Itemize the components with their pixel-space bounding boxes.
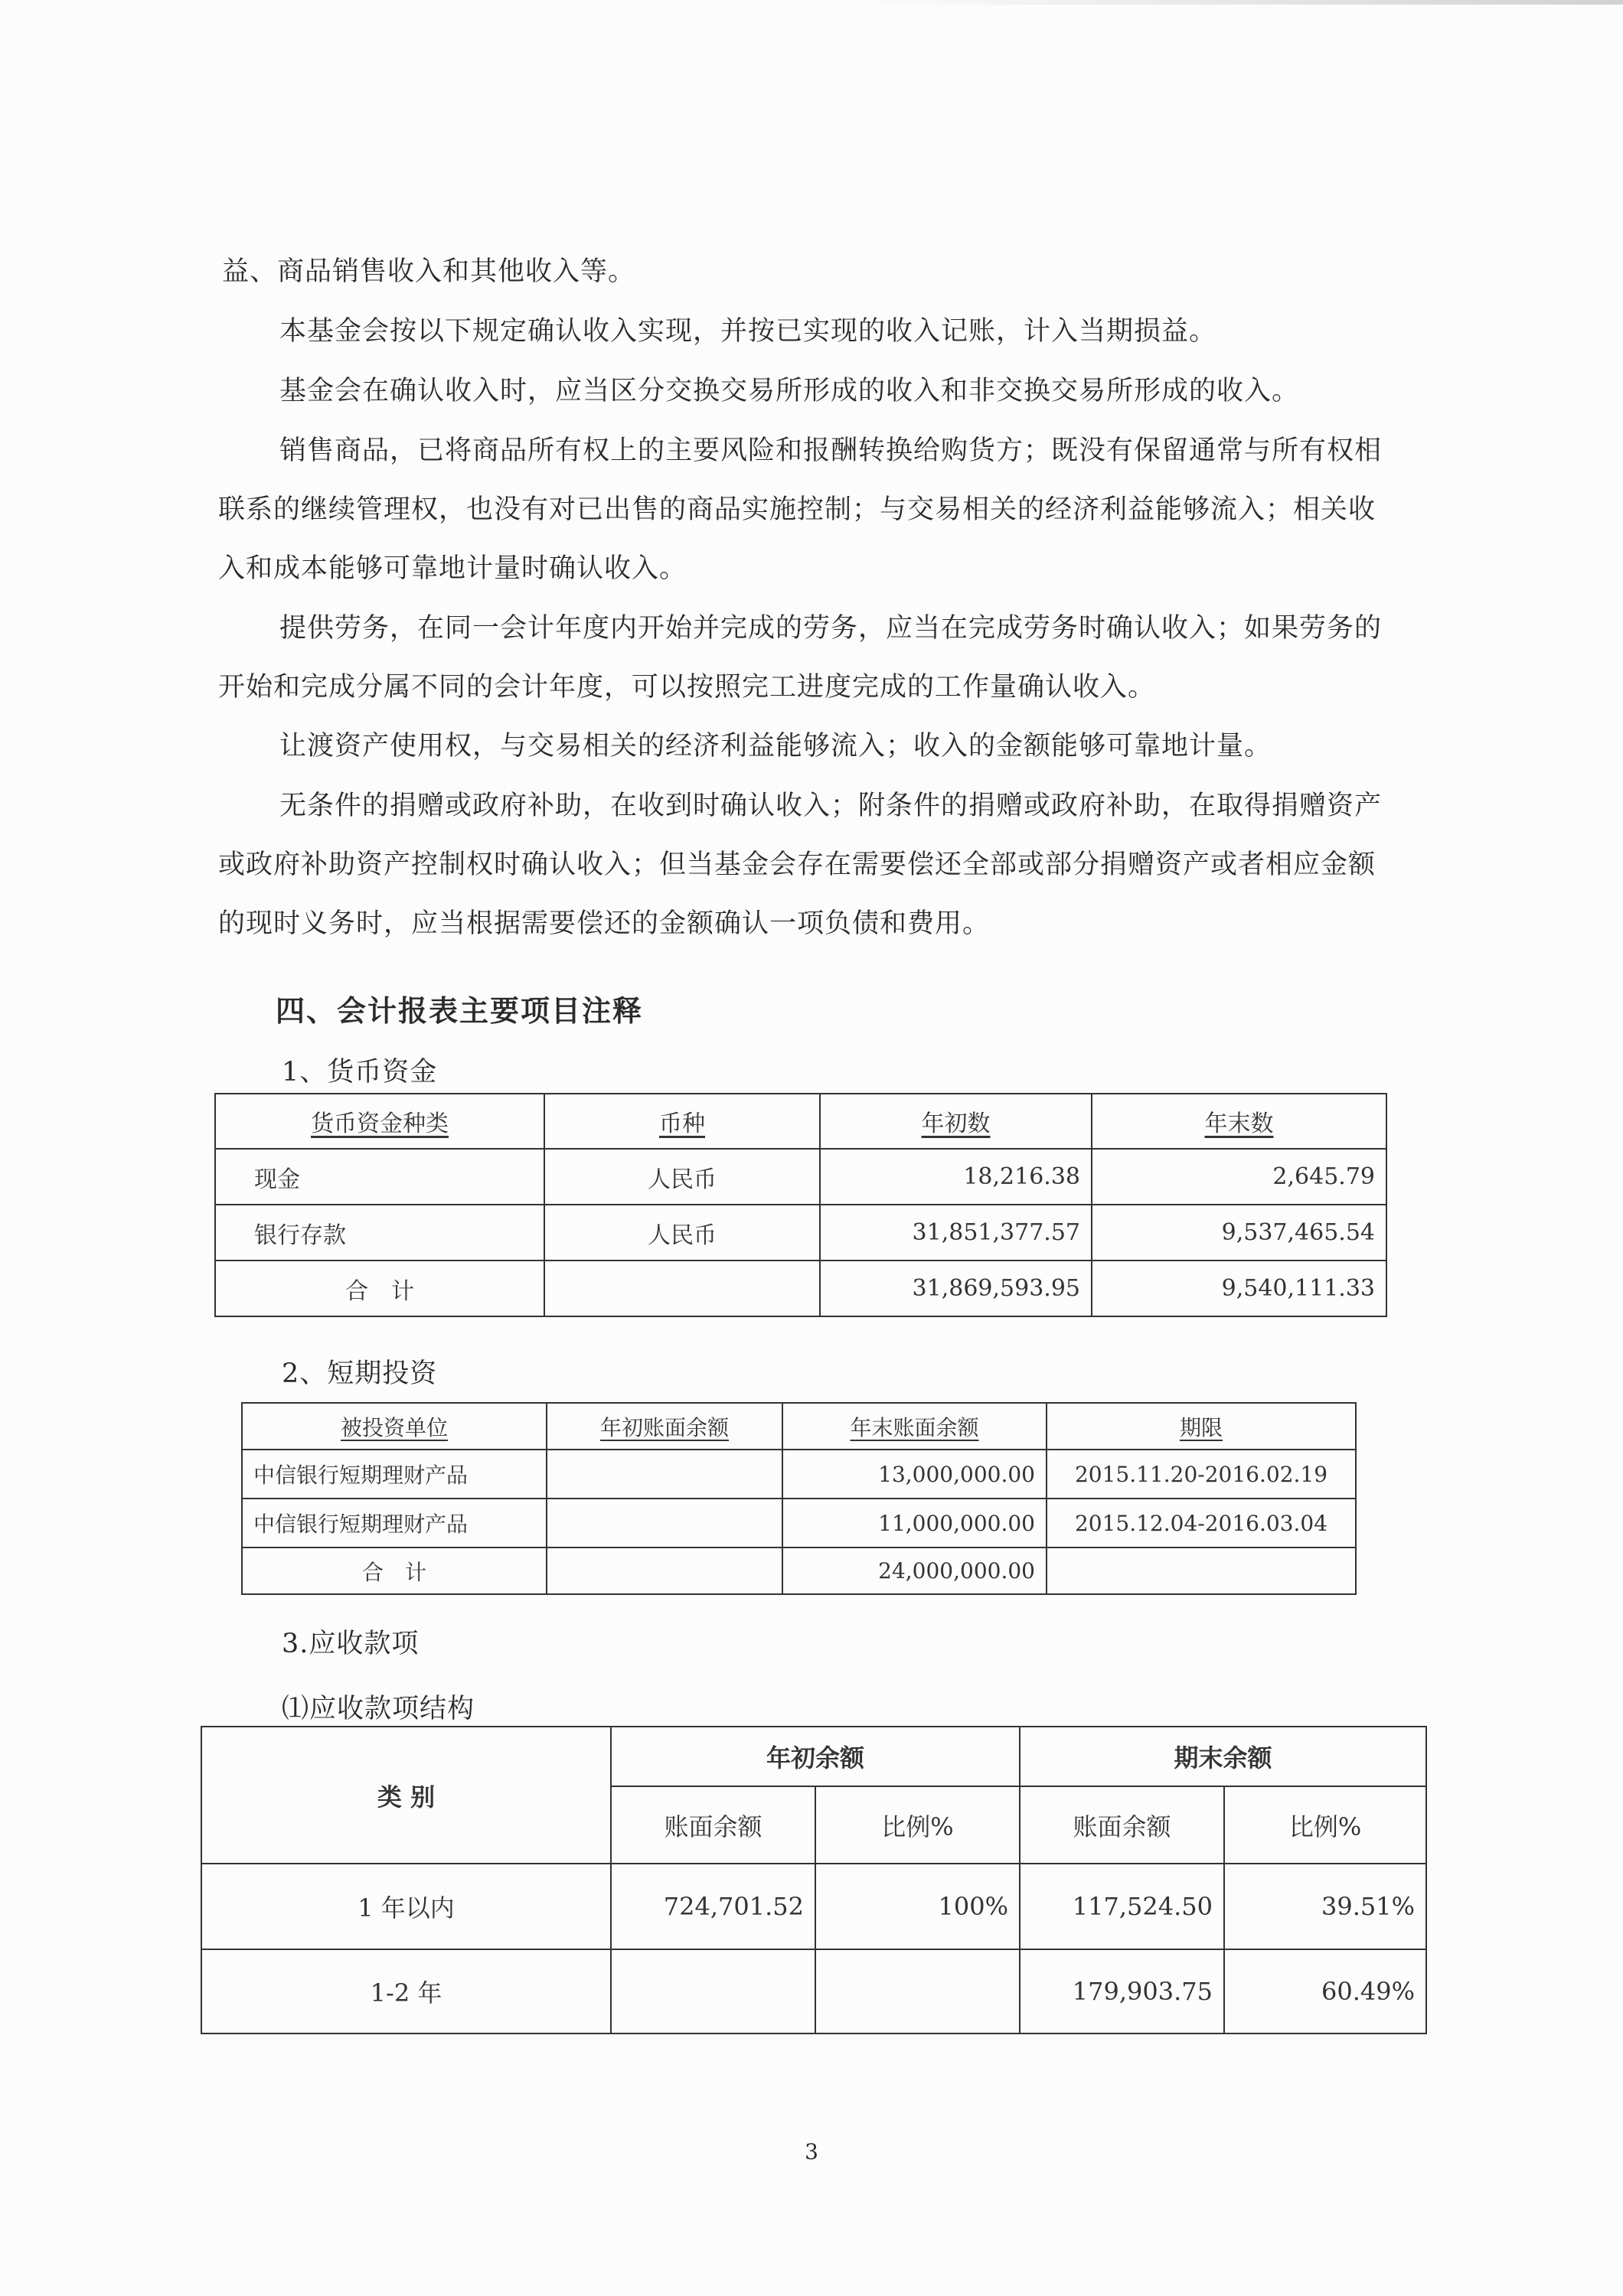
table-cell: 人民币 [544, 1205, 820, 1261]
table-cell: 13,000,000.00 [782, 1450, 1047, 1499]
table-header-row [215, 1094, 1386, 1149]
scan-artifact [857, 0, 1623, 5]
table-header-cell: 账面余额 [611, 1786, 815, 1864]
receivables-subtitle: ⑴应收款项结构 [282, 1694, 475, 1724]
table-cell [1047, 1548, 1356, 1594]
table-cell: 2015.12.04-2016.03.04 [1047, 1499, 1356, 1548]
paragraph-donations: 无条件的捐赠或政府补助，在收到时确认收入；附条件的捐赠或政府补助，在取得捐赠资产或政府补助资产控制权时确认收入；但当基金会存在需要偿还全部或部分捐赠资产或者相应金额的现时义务时，应当根据需要偿还的金额确认一项负债和费用。 [218, 791, 1383, 939]
table-header-cell: 比例% [1224, 1786, 1426, 1864]
table-header-cell: 币种 [544, 1094, 820, 1149]
receivables-title: 3.应收款项 [282, 1629, 420, 1659]
table-header-cell: 年末数 [1092, 1094, 1386, 1149]
table-cell: 1-2 年 [201, 1949, 611, 2033]
paragraph-recognition-rule: 本基金会按以下规定确认收入实现，并按已实现的收入记账，计入当期损益。 [279, 316, 1217, 347]
table-cell: 11,000,000.00 [782, 1499, 1047, 1548]
table-cell: 60.49% [1224, 1949, 1426, 2033]
table-cell: 合 计 [242, 1548, 547, 1594]
table-cell: 2,645.79 [1092, 1149, 1386, 1205]
table-cell: 179,903.75 [1020, 1949, 1224, 2033]
table-header-cell: 年初账面余额 [547, 1403, 782, 1450]
table-header-cell: 期限 [1047, 1403, 1356, 1450]
paragraph-sale-of-goods: 销售商品，已将商品所有权上的主要风险和报酬转换给购货方；既没有保留通常与所有权相联系的继续管理权，也没有对已出售的商品实施控制；与交易相关的经济利益能够流入；相关收入和成本能够可靠地计量时确认收入。 [218, 435, 1383, 584]
table-row [201, 1949, 1426, 2033]
table-header-cell: 年初数 [820, 1094, 1092, 1149]
cash-table [214, 1093, 1387, 1317]
table-total-row [215, 1261, 1386, 1316]
table-header-cell: 货币资金种类 [215, 1094, 544, 1149]
table-row [242, 1450, 1356, 1499]
table-header-cell: 比例% [815, 1786, 1020, 1864]
table-cell: 人民币 [544, 1149, 820, 1205]
table-cell [815, 1949, 1020, 2033]
table-cell: 合 计 [215, 1261, 544, 1316]
paragraph-services: 提供劳务，在同一会计年度内开始并完成的劳务，应当在完成劳务时确认收入；如果劳务的开始和完成分属不同的会计年度，可以按照完工进度完成的工作量确认收入。 [218, 613, 1383, 703]
table-cell [547, 1450, 782, 1499]
table-cell [611, 1949, 815, 2033]
table-cell: 9,537,465.54 [1092, 1205, 1386, 1261]
investments-title: 2、短期投资 [282, 1358, 438, 1389]
table-header-row [242, 1403, 1356, 1450]
section-title: 四、会计报表主要项目注释 [276, 994, 644, 1028]
page-number: 3 [805, 2139, 818, 2164]
table-cell: 2015.11.20-2016.02.19 [1047, 1450, 1356, 1499]
table-cell: 1 年以内 [201, 1864, 611, 1949]
table-header-cell: 期末余额 [1020, 1727, 1426, 1786]
table-cell: 117,524.50 [1020, 1864, 1224, 1949]
table-total-row [242, 1548, 1356, 1594]
table-cell: 9,540,111.33 [1092, 1261, 1386, 1316]
table-cell: 100% [815, 1864, 1020, 1949]
table-row [215, 1149, 1386, 1205]
table-row [215, 1205, 1386, 1261]
table-cell [547, 1499, 782, 1548]
paragraph-intro: 益、商品销售收入和其他收入等。 [222, 256, 636, 287]
table-header-cell: 年末账面余额 [782, 1403, 1047, 1450]
table-row [242, 1499, 1356, 1548]
investments-table [241, 1402, 1357, 1595]
table-cell: 中信银行短期理财产品 [242, 1499, 547, 1548]
table-cell [544, 1261, 820, 1316]
paragraph-use-rights: 让渡资产使用权，与交易相关的经济利益能够流入；收入的金额能够可靠地计量。 [279, 731, 1272, 762]
table-row [201, 1864, 1426, 1949]
table-cell: 724,701.52 [611, 1864, 815, 1949]
table-cell: 中信银行短期理财产品 [242, 1450, 547, 1499]
table-cell: 31,851,377.57 [820, 1205, 1092, 1261]
table-header-cell: 被投资单位 [242, 1403, 547, 1450]
table-cell: 24,000,000.00 [782, 1548, 1047, 1594]
table-header-cell: 类 别 [201, 1727, 611, 1864]
paragraph-exchange-transactions: 基金会在确认收入时，应当区分交换交易所形成的收入和非交换交易所形成的收入。 [279, 376, 1300, 406]
table-cell: 39.51% [1224, 1864, 1426, 1949]
table-header-cell: 年初余额 [611, 1727, 1020, 1786]
table-cell: 现金 [215, 1149, 544, 1205]
table-cell [547, 1548, 782, 1594]
table-cell: 18,216.38 [820, 1149, 1092, 1205]
receivables-table [201, 1726, 1427, 2034]
table-header-cell: 账面余额 [1020, 1786, 1224, 1864]
cash-title: 1、货币资金 [282, 1057, 438, 1088]
table-header-row [201, 1727, 1426, 1786]
table-cell: 银行存款 [215, 1205, 544, 1261]
table-cell: 31,869,593.95 [820, 1261, 1092, 1316]
